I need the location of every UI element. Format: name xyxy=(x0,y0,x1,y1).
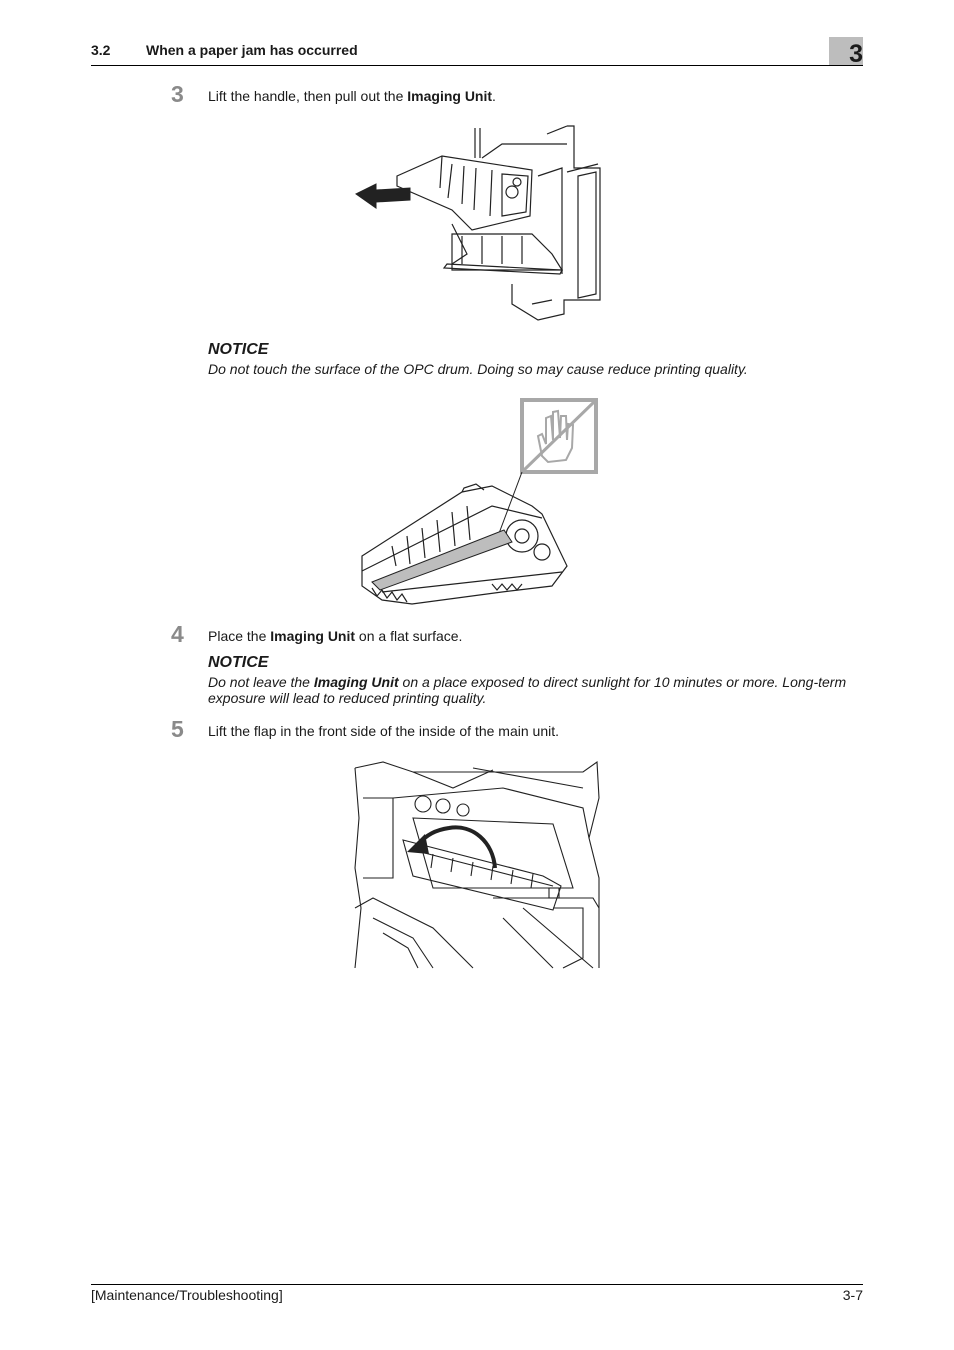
lift-flap-illustration xyxy=(353,758,601,970)
header-rule xyxy=(91,65,863,66)
imaging-unit-removal-illustration xyxy=(352,124,602,322)
footer-rule xyxy=(91,1284,863,1285)
do-not-touch-hand-icon xyxy=(522,400,596,472)
step-number-5: 5 xyxy=(171,716,184,742)
step-number-3: 3 xyxy=(171,81,184,107)
opc-drum-do-not-touch-illustration xyxy=(352,396,602,608)
chapter-number: 3 xyxy=(849,40,863,68)
step-3-text: Lift the handle, then pull out the Imaging Unit. xyxy=(208,88,496,104)
step-number-4: 4 xyxy=(171,621,184,647)
chapter-tab xyxy=(829,37,863,68)
footer-manual-section: [Maintenance/Troubleshooting] xyxy=(91,1287,283,1303)
section-number: 3.2 xyxy=(91,42,111,58)
footer-page-number: 3-7 xyxy=(842,1287,863,1303)
step-5-text: Lift the flap in the front side of the inside of the main unit. xyxy=(208,723,559,739)
notice-heading-2: NOTICE xyxy=(208,654,269,671)
notice-heading-1: NOTICE xyxy=(208,341,269,358)
section-title: When a paper jam has occurred xyxy=(146,42,358,58)
notice-text-2: Do not leave the Imaging Unit on a place exposed to direct sunlight for 10 minutes or more. Long-term exposure will lead to reduced printing quality. xyxy=(208,674,847,706)
step-4-text: Place the Imaging Unit on a flat surface. xyxy=(208,628,463,644)
notice-text-1: Do not touch the surface of the OPC drum. Doing so may cause reduce printing quality. xyxy=(208,361,748,377)
